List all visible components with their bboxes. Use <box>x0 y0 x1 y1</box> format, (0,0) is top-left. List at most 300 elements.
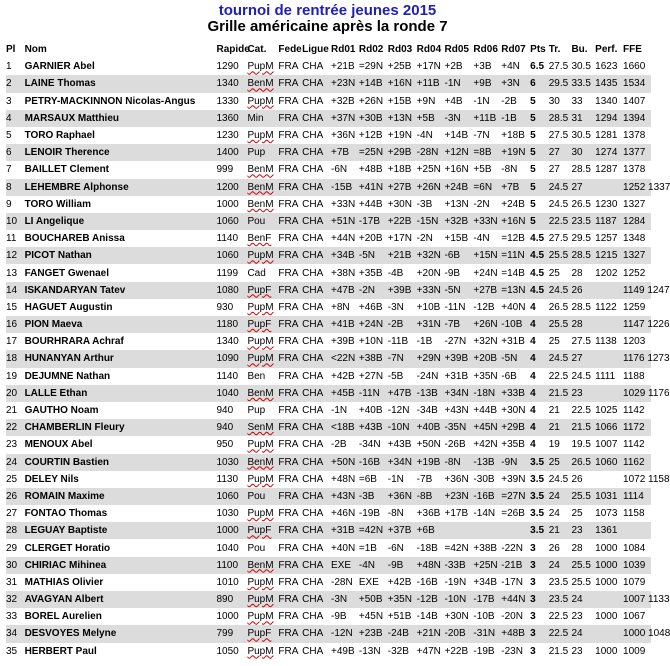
table-cell: +3B <box>473 61 492 73</box>
table-cell: -12N <box>387 405 410 417</box>
table-cell: 5 <box>530 95 536 107</box>
table-cell: +23N <box>331 75 359 92</box>
table-cell: +38B <box>473 542 498 554</box>
table-cell: -7B <box>445 316 474 333</box>
table-cell: +20B <box>473 350 501 367</box>
table-cell: 1050 <box>216 645 239 657</box>
table-cell: -11N <box>359 385 388 402</box>
table-row <box>6 110 651 127</box>
table-cell: 24 <box>548 508 560 520</box>
table-cell: 1000 <box>595 645 618 657</box>
table-cell: 1142 <box>623 439 645 451</box>
table-cell: 22.5 <box>548 370 569 382</box>
table-cell: DELEY Nils <box>24 473 79 485</box>
table-cell: PupM <box>247 336 274 348</box>
table-cell: AVAGYAN Albert <box>25 591 217 608</box>
table-cell: PupM <box>247 576 274 588</box>
table-cell: +11B <box>417 75 445 92</box>
table-cell: CHA <box>302 522 331 539</box>
table-cell: +18B <box>501 130 525 142</box>
table-cell: -6B <box>445 247 474 264</box>
table-cell: 4 <box>530 301 536 313</box>
table-row <box>6 316 651 333</box>
table-cell: 1067 <box>623 611 646 623</box>
table-cell: 21 <box>549 522 572 539</box>
table-cell: 25 <box>548 336 560 348</box>
table-cell: 1149 1247 <box>623 282 651 299</box>
table-row <box>6 299 651 316</box>
table-cell: +17N <box>387 233 412 245</box>
table-cell: -14N <box>473 508 496 520</box>
table-cell <box>623 522 651 539</box>
table-row <box>6 625 651 642</box>
table-cell: 950 <box>216 439 234 451</box>
table-cell: -4N <box>473 233 490 245</box>
table-cell: +15B <box>387 95 412 107</box>
table-cell: 4.5 <box>530 267 545 279</box>
table-row <box>6 350 651 367</box>
table-cell: +50N <box>416 439 441 451</box>
table-cell: =25N <box>359 144 388 161</box>
table-cell: PupF <box>247 282 278 299</box>
table-cell: -12B <box>417 591 445 608</box>
table-cell: 1040 <box>216 542 239 554</box>
table-cell: FRA <box>278 508 299 520</box>
table-cell: 1294 <box>595 110 623 127</box>
table-cell: +30B <box>359 110 388 127</box>
table-cell: 3 <box>6 95 12 107</box>
table-cell: FRA <box>278 233 299 245</box>
table-cell: 1172 <box>623 419 651 436</box>
table-cell: LENOIR Therence <box>25 144 217 161</box>
table-cell: +51N <box>331 213 359 230</box>
table-cell: =14B <box>501 267 525 279</box>
table-cell: -8N <box>387 508 404 520</box>
table-cell: 5 <box>530 130 536 142</box>
table-cell: =6B <box>358 473 377 485</box>
table-cell: 4.5 <box>530 233 545 245</box>
table-cell: -28N <box>417 144 445 161</box>
table-cell: Pup <box>247 405 266 417</box>
column-header: Ligue <box>302 44 329 56</box>
table-cell: +39N <box>501 473 526 485</box>
table-cell: CHA <box>302 110 331 127</box>
table-cell: 7 <box>6 164 12 176</box>
table-cell: 24.5 <box>549 179 572 196</box>
table-cell: 1202 <box>595 267 618 279</box>
table-cell: +7B <box>331 144 359 161</box>
table-cell: FRA <box>278 473 299 485</box>
table-cell: +48N <box>417 557 445 574</box>
table-cell: 29.5 <box>571 233 591 245</box>
table-cell: +45N <box>473 419 501 436</box>
table-row <box>6 213 651 230</box>
table-cell: +15B <box>444 233 469 245</box>
table-cell: 3 <box>530 645 536 657</box>
table-cell: +49B <box>331 645 355 657</box>
table-cell: -2N <box>416 233 433 245</box>
table-cell: LI Angelique <box>25 213 217 230</box>
table-cell: 1084 <box>623 542 646 554</box>
table-cell: +21B <box>331 61 355 73</box>
table-cell: -7N <box>388 350 417 367</box>
table-cell: -1N <box>387 473 404 485</box>
table-cell: 1079 <box>623 576 646 588</box>
table-cell: 1039 <box>623 557 651 574</box>
table-cell: 30 <box>571 144 595 161</box>
table-cell: FRA <box>278 95 299 107</box>
table-cell: 940 <box>217 419 248 436</box>
table-cell: -2N <box>473 198 490 210</box>
table-cell: 1180 <box>217 316 248 333</box>
table-cell: +16N <box>501 213 530 230</box>
table-cell: 25 <box>6 473 18 485</box>
table-cell: +25N <box>416 164 441 176</box>
table-cell: 1230 <box>595 198 618 210</box>
table-cell: 1378 <box>623 130 646 142</box>
table-cell: -1N <box>473 95 490 107</box>
table-cell: -35N <box>445 419 474 436</box>
table-cell: 1281 <box>595 130 618 142</box>
table-cell: 23 <box>6 439 18 451</box>
table-row <box>6 591 651 608</box>
table-cell: FRA <box>278 179 302 196</box>
table-cell: 1090 <box>217 350 248 367</box>
table-cell: 1257 <box>595 233 618 245</box>
table-cell: 1259 <box>623 301 646 313</box>
table-cell: <22N <box>331 350 359 367</box>
table-cell: +35N <box>388 591 417 608</box>
table-cell: 1215 <box>595 247 623 264</box>
table-cell: 1361 <box>595 522 623 539</box>
table-cell: -16B <box>359 454 388 471</box>
table-row <box>6 93 651 110</box>
table-row <box>6 436 651 453</box>
column-header: Rd07 <box>501 44 526 56</box>
table-cell: SenM <box>247 419 278 436</box>
table-cell: 3.5 <box>530 488 549 505</box>
table-cell: -6N <box>331 164 348 176</box>
table-cell: 9 <box>6 198 12 210</box>
table-cell: CHA <box>302 625 331 642</box>
table-cell: PupM <box>247 301 274 313</box>
table-cell: -9B <box>388 557 417 574</box>
table-cell: PupM <box>247 508 274 520</box>
table-cell: +30N <box>387 198 412 210</box>
table-cell: 1030 <box>217 454 248 471</box>
table-cell: +13N <box>444 198 469 210</box>
table-cell: BOUCHAREB Anissa <box>24 233 125 245</box>
table-cell: 21.5 <box>549 385 572 402</box>
table-cell: -17B <box>473 591 501 608</box>
table-cell: 22.5 <box>571 405 591 417</box>
table-cell: 23.5 <box>571 213 595 230</box>
table-cell: FRA <box>278 61 299 73</box>
table-cell <box>595 625 623 642</box>
table-row <box>6 419 651 436</box>
table-row <box>6 282 651 299</box>
table-cell: FRA <box>278 385 302 402</box>
table-cell: 26.5 <box>571 198 591 210</box>
table-row <box>6 127 651 144</box>
table-cell: 27 <box>571 179 595 196</box>
table-cell: 16 <box>6 316 25 333</box>
table-cell: +38N <box>331 267 356 279</box>
table-cell: PupM <box>247 95 274 107</box>
table-cell: 22.5 <box>549 213 572 230</box>
table-cell: 5 <box>530 164 536 176</box>
table-cell: 24.5 <box>571 370 591 382</box>
table-cell: 22 <box>6 419 25 436</box>
table-cell: 21.5 <box>571 419 595 436</box>
table-cell: -12N <box>331 625 359 642</box>
table-cell: +3N <box>501 75 530 92</box>
table-cell: +40N <box>331 542 356 554</box>
table-cell: 1147 1226 <box>623 316 651 333</box>
table-row <box>6 58 651 75</box>
table-cell: 28 <box>571 542 583 554</box>
table-cell: 13 <box>6 267 18 279</box>
table-cell: 6.5 <box>530 61 545 73</box>
table-cell: -8N <box>445 454 474 471</box>
table-cell: =42N <box>444 542 469 554</box>
table-cell: FRA <box>278 522 302 539</box>
table-cell <box>595 179 623 196</box>
table-cell: 25 <box>548 267 560 279</box>
table-cell: 5 <box>530 198 536 210</box>
table-cell: +34N <box>445 385 474 402</box>
table-cell: 1348 <box>623 233 646 245</box>
table-cell: FRA <box>278 130 299 142</box>
table-cell: <18B <box>331 419 359 436</box>
table-cell: +34B <box>473 576 498 588</box>
table-cell: -12B <box>473 301 495 313</box>
table-cell: CHA <box>302 439 324 451</box>
table-cell: -30B <box>473 473 495 485</box>
table-cell: FRA <box>278 591 302 608</box>
table-cell: +24B <box>445 179 474 196</box>
table-row <box>6 608 651 625</box>
table-cell: 21 <box>6 405 18 417</box>
table-cell: +36B <box>416 508 441 520</box>
table-cell: -9B <box>331 611 347 623</box>
table-cell: 1138 <box>595 336 617 348</box>
table-cell: 1066 <box>595 419 623 436</box>
table-cell <box>595 282 623 299</box>
table-cell: +14B <box>359 75 388 92</box>
table-cell: 23.5 <box>549 591 572 608</box>
table-cell: -19N <box>444 576 467 588</box>
table-cell: 1660 <box>623 61 646 73</box>
table-row <box>6 161 651 178</box>
table-cell: Pou <box>247 542 266 554</box>
table-cell: MATHIAS Olivier <box>24 576 104 588</box>
table-cell: =8B <box>473 144 501 161</box>
table-cell: 1394 <box>623 110 651 127</box>
table-cell: +41B <box>331 316 359 333</box>
table-cell: 4 <box>6 110 25 127</box>
table-cell: +22B <box>388 213 417 230</box>
table-cell: 1000 <box>217 522 248 539</box>
table-cell: 32 <box>6 591 25 608</box>
table-cell: 8 <box>6 179 25 196</box>
table-cell: CHA <box>302 488 331 505</box>
table-cell: 1327 <box>623 198 646 210</box>
table-cell: +27B <box>473 282 501 299</box>
table-row <box>6 574 651 591</box>
table-cell: +39B <box>331 336 355 348</box>
table-cell: CHA <box>302 282 331 299</box>
column-header: Perf. <box>595 44 618 56</box>
table-cell: +12N <box>445 144 474 161</box>
table-cell <box>445 522 474 539</box>
table-cell <box>473 522 501 539</box>
standings-table <box>6 41 670 660</box>
table-cell: 6 <box>6 144 25 161</box>
table-cell: CHA <box>302 454 331 471</box>
table-cell: 26 <box>571 473 583 485</box>
table-cell: =29N <box>358 61 384 73</box>
table-cell: 19.5 <box>571 439 591 451</box>
table-cell: +16N <box>388 75 417 92</box>
table-cell: +26N <box>473 316 501 333</box>
table-cell: Pou <box>247 213 278 230</box>
table-cell: +14B <box>444 130 469 142</box>
column-header: Fede <box>278 44 302 56</box>
table-cell: 1623 <box>595 61 618 73</box>
table-cell: 5 <box>530 213 549 230</box>
table-header-row <box>6 41 651 58</box>
table-cell: -22N <box>501 542 523 554</box>
table-cell: -3N <box>387 301 404 313</box>
table-cell: +44N <box>331 233 356 245</box>
table-cell: GARNIER Abel <box>24 61 95 73</box>
table-row <box>6 179 651 196</box>
table-cell: BenM <box>247 557 278 574</box>
column-header: Pts <box>530 44 546 56</box>
table-cell: -9N <box>501 454 530 471</box>
table-cell: =6N <box>473 179 501 196</box>
table-cell: 1000 <box>595 576 618 588</box>
table-row <box>6 557 651 574</box>
table-row <box>6 471 651 488</box>
table-row <box>6 75 651 92</box>
table-cell: +31N <box>417 316 445 333</box>
table-cell: 3 <box>530 557 549 574</box>
table-cell: -4N <box>416 130 433 142</box>
table-cell: -10B <box>501 316 530 333</box>
table-cell: -7N <box>473 130 490 142</box>
table-cell: EXE <box>331 557 359 574</box>
table-cell: +48B <box>501 625 530 642</box>
table-cell: 24 <box>549 557 572 574</box>
table-cell: -16B <box>473 488 501 505</box>
table-cell: +44B <box>473 405 498 417</box>
table-cell: 1340 <box>217 75 248 92</box>
table-row <box>6 385 651 402</box>
table-cell: +42B <box>387 576 412 588</box>
table-cell: =12B <box>501 233 525 245</box>
table-cell: FRA <box>278 336 299 348</box>
table-cell: 25 <box>571 508 583 520</box>
table-cell: 25.5 <box>549 316 572 333</box>
table-cell: +9B <box>473 75 501 92</box>
table-cell: CHA <box>302 645 324 657</box>
table-cell: 5 <box>530 179 549 196</box>
table-cell: 14 <box>6 282 25 299</box>
table-cell: =1B <box>358 542 377 554</box>
table-cell: 1010 <box>216 576 239 588</box>
table-cell: 1000 <box>595 611 618 623</box>
table-cell: BenM <box>247 179 278 196</box>
table-cell: FRA <box>278 419 302 436</box>
table-cell: 1340 <box>595 95 618 107</box>
table-cell: -24B <box>388 625 417 642</box>
table-cell: 4 <box>530 419 549 436</box>
table-cell: +24N <box>473 267 498 279</box>
table-cell: -26B <box>444 439 466 451</box>
table-cell: BenM <box>247 454 278 471</box>
table-cell: PICOT Nathan <box>25 247 217 264</box>
table-cell: PupM <box>247 247 278 264</box>
table-cell: +50N <box>331 454 359 471</box>
table-cell: PupM <box>247 591 278 608</box>
table-cell: FRA <box>278 110 302 127</box>
table-cell: 22.5 <box>548 611 569 623</box>
table-cell: CHA <box>302 473 324 485</box>
table-cell: 30.5 <box>571 130 591 142</box>
table-cell: 1187 <box>595 213 623 230</box>
table-cell: +10N <box>358 336 384 348</box>
table-cell: 1158 <box>623 508 645 520</box>
table-cell: 21 <box>548 405 560 417</box>
table-cell: +35B <box>501 439 525 451</box>
table-cell: 1400 <box>217 144 248 161</box>
table-cell: 1188 <box>623 370 645 382</box>
table-row <box>6 144 651 161</box>
table-cell: +39B <box>388 282 417 299</box>
table-cell: +33N <box>473 213 501 230</box>
table-cell: -3N <box>331 591 359 608</box>
table-cell: -32B <box>387 645 409 657</box>
column-header: Cat. <box>247 44 267 56</box>
table-cell: 1007 <box>595 439 618 451</box>
table-cell: 27.5 <box>548 233 569 245</box>
table-cell: +47N <box>416 645 441 657</box>
table-cell: -19B <box>473 645 495 657</box>
table-cell: 1030 <box>216 508 239 520</box>
table-cell: 22.5 <box>549 625 572 642</box>
table-cell: FRA <box>278 611 299 623</box>
table-cell: 23 <box>571 611 583 623</box>
table-row <box>6 247 651 264</box>
table-cell: -28N <box>331 576 353 588</box>
table-cell: 1230 <box>216 130 239 142</box>
table-cell: -17N <box>501 576 523 588</box>
table-cell: CHA <box>302 301 324 313</box>
table-cell: +42B <box>331 370 355 382</box>
table-cell: -21B <box>501 557 530 574</box>
table-cell: FRA <box>278 267 299 279</box>
table-cell: BenM <box>247 198 274 210</box>
table-cell: CHA <box>302 316 331 333</box>
table-cell: +24B <box>501 198 525 210</box>
table-cell: +19N <box>387 130 412 142</box>
table-cell: 35 <box>6 645 18 657</box>
table-cell: +10B <box>416 301 441 313</box>
table-cell: +17B <box>444 508 469 520</box>
table-cell: +7B <box>501 179 530 196</box>
